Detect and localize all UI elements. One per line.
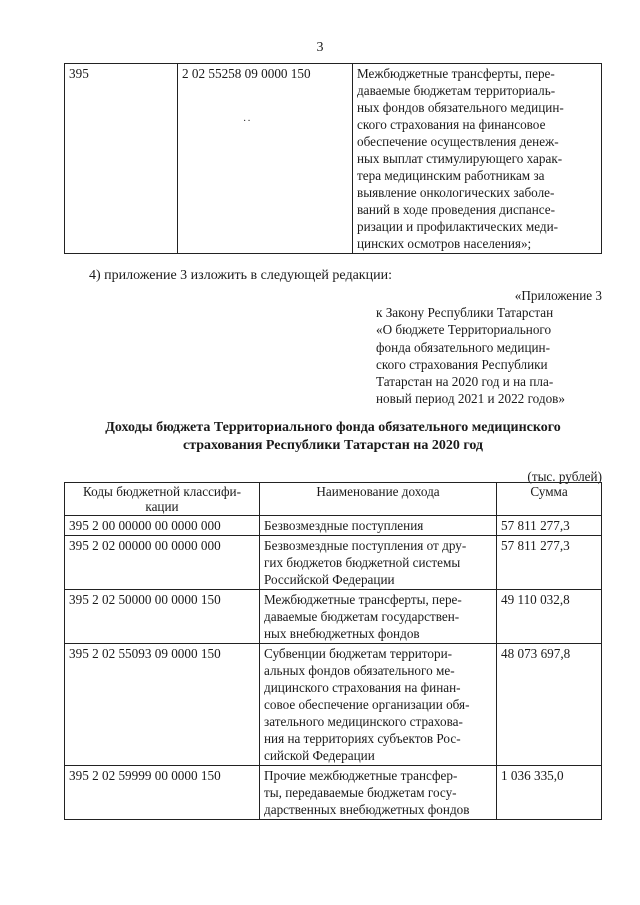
code-cell: 395 2 02 55093 09 0000 150 [65,644,260,766]
text-line: дицинского страхования на финан- [264,680,461,695]
table-row [65,590,602,644]
table-row [65,536,602,590]
text-line: Безвозмездные поступления [264,518,424,533]
appendix-line: ского страхования Республики [376,356,548,372]
income-name-cell [353,64,602,254]
code-cell: 395 2 02 00000 00 0000 000 [65,536,260,590]
text-line: Российской Федерации [264,572,395,587]
name-cell [260,766,497,820]
appendix-line: «О бюджете Территориального [376,322,552,338]
text-line: Субвенции бюджетам территори- [264,646,453,661]
text-line: даваемые бюджетам территориаль- [357,83,556,98]
table-row [65,64,602,254]
income-table [64,482,602,820]
text-line: цинских осмотров населения»; [357,236,532,251]
text-line: Прочие межбюджетные трансфер- [264,768,458,783]
appendix-line: новый период 2021 и 2022 годов» [376,391,565,407]
text-line: Межбюджетные трансферты, пере- [264,592,462,607]
admin-code-cell: 395 [65,64,178,254]
text-line: ризации и профилактических меди- [357,219,559,234]
appendix-line: к Закону Республики Татарстан [376,305,554,321]
text-line: даваемые бюджетам государствен- [264,609,460,624]
sum-cell: 57 811 277,3 [497,536,602,590]
name-cell [260,536,497,590]
text-line: ных фондов обязательного медицин- [357,100,564,115]
text-line: обеспечение осуществления денеж- [357,134,559,149]
code-cell: 395 2 02 50000 00 0000 150 [65,590,260,644]
text-line: сийской Федерации [264,748,375,763]
text-line: ния на территориях субъектов Рос- [264,731,461,746]
stray-mark: ·· [243,116,252,127]
text-line: тера медицинским работникам за [357,168,545,183]
name-cell [260,590,497,644]
page-number: 3 [316,40,324,55]
text-line: ных внебюджетных фондов [264,626,420,641]
appendix-line: «Приложение 3 [514,288,602,303]
title-line: Доходы бюджета Территориального фонда обязательного медицинского [105,420,561,435]
text-line: гих бюджетов бюджетной системы [264,555,461,570]
name-cell [260,644,497,766]
text-line: альных фондов обязательного ме- [264,663,455,678]
continued-table [64,63,602,254]
text-line: ты, передаваемые бюджетам госу- [264,785,457,800]
header-name: Наименование дохода [260,483,497,516]
table-row [65,516,602,536]
text-line: совое обеспечение организации обя- [264,697,470,712]
code-cell: 395 2 02 59999 00 0000 150 [65,766,260,820]
appendix-reference [376,287,602,407]
appendix-line: фонда обязательного медицин- [376,339,551,355]
sum-cell: 57 811 277,3 [497,516,602,536]
text-line: выявление онкологических заболе- [357,185,555,200]
document-title [64,419,602,455]
header-line: Коды бюджетной классифи- [83,484,241,499]
text-line: ных выплат стимулирующего харак- [357,151,563,166]
classification-code-cell: 2 02 55258 09 0000 150 [178,64,353,254]
header-sum: Сумма [497,483,602,516]
text-line: ского страхования на финансовое [357,117,546,132]
sum-cell: 1 036 335,0 [497,766,602,820]
amendment-paragraph: 4) приложение 3 изложить в следующей редакции: [89,268,392,283]
text-line: ваний в ходе проведения диспансе- [357,202,556,217]
sum-cell: 48 073 697,8 [497,644,602,766]
appendix-line: Татарстан на 2020 год и на пла- [376,374,554,390]
table-row [65,766,602,820]
header-codes [65,483,260,516]
unit-label: (тыс. рублей) [527,469,602,484]
text-line: Межбюджетные трансферты, пере- [357,66,555,81]
table-header-row [65,483,602,516]
table-row [65,644,602,766]
text-line: зательного медицинского страхова- [264,714,463,729]
title-line: страхования Республики Татарстан на 2020 год [182,438,484,453]
text-line: дарственных внебюджетных фондов [264,802,470,817]
header-line: кации [145,499,179,514]
code-cell: 395 2 00 00000 00 0000 000 [65,516,260,536]
sum-cell: 49 110 032,8 [497,590,602,644]
text-line: Безвозмездные поступления от дру- [264,538,467,553]
name-cell [260,516,497,536]
